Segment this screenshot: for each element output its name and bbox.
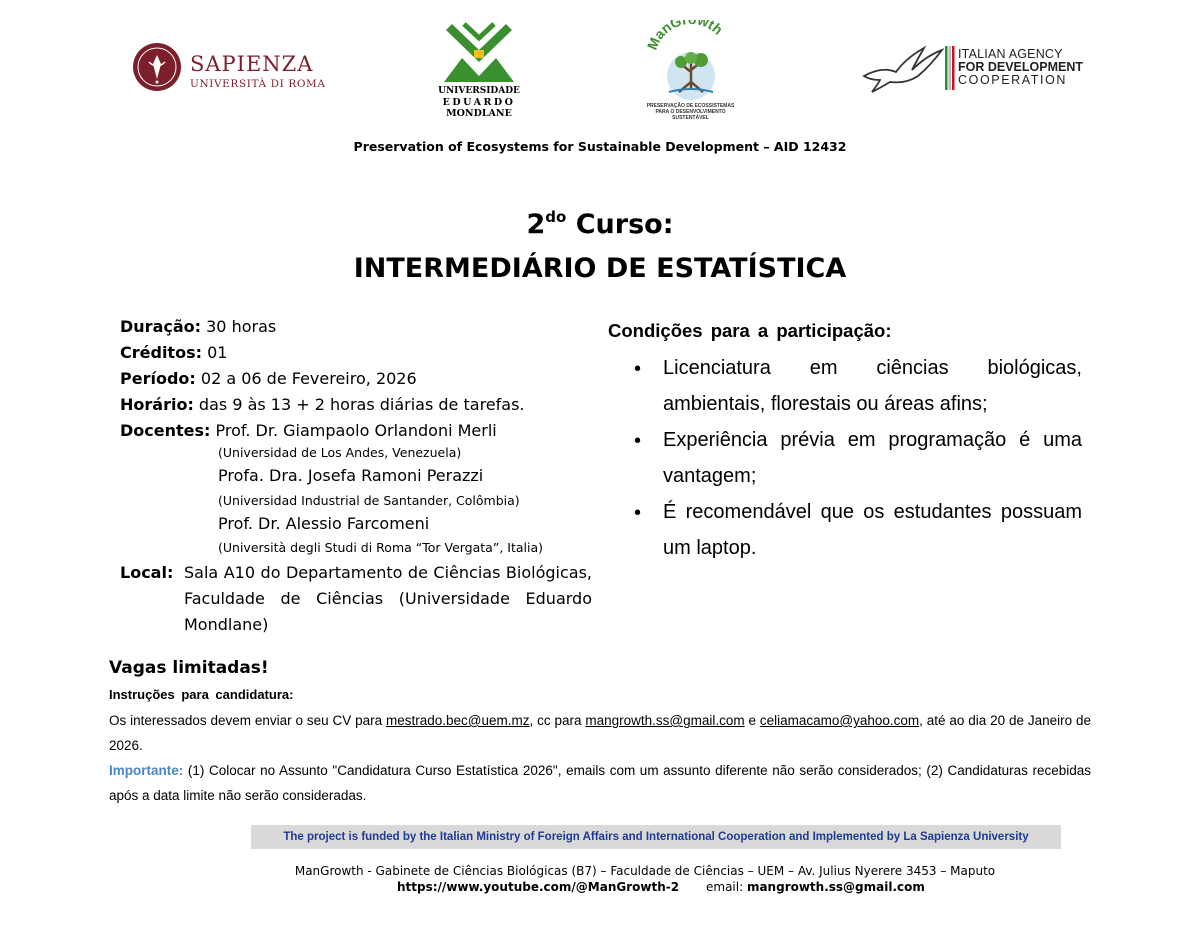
location-label: Local: (120, 563, 174, 582)
course-number: 2 (526, 209, 546, 240)
conditions-title: Condições para a participação: (608, 320, 892, 341)
instructions-text-a: Os interessados devem enviar o seu CV para (109, 713, 386, 728)
lecturer-affiliation-3: (Università degli Studi di Roma “Tor Vergata”, Italia) (218, 540, 543, 555)
uem-line3: MONDLANE (446, 108, 512, 119)
mangrowth-logo (643, 20, 738, 120)
mangrowth-caption-line1: PRESERVAÇÃO DE ECOSSISTEMAS (646, 103, 735, 109)
aics-line1: ITALIAN AGENCY (958, 47, 1063, 61)
course-subject: INTERMEDIÁRIO DE ESTATÍSTICA (353, 253, 847, 284)
footer-youtube-link[interactable]: https://www.youtube.com/@ManGrowth-2 (397, 880, 680, 894)
aics-line3: COOPERATION (958, 73, 1068, 87)
lecturer-affiliation-2: (Universidad Industrial de Santander, Colômbia) (218, 493, 520, 508)
schedule-label: Horário: (120, 395, 194, 414)
uem-emblem-icon (438, 20, 520, 86)
credits-value: 01 (201, 343, 228, 362)
period-label: Período: (120, 369, 196, 388)
bullet-icon: • (634, 502, 642, 524)
footer-address: ManGrowth - Gabinete de Ciências Biológicas (B7) – Faculdade de Ciências – UEM – Av. Julius Nyerere 3453 – Maputo (294, 864, 996, 878)
course-title (0, 208, 1200, 240)
sapienza-subtitle: UNIVERSITÀ DI ROMA (190, 78, 326, 90)
duration-label: Duração: (120, 317, 202, 336)
important-text: (1) Colocar no Assunto "Candidatura Curso Estatística 2026", emails com um assunto diferente não serão considerados; (2) Candidaturas recebidas após a data limite não serão consideradas. (109, 763, 1091, 803)
mangrowth-caption-line2: PARA O DESENVOLVIMENTO SUSTENTÁVEL (655, 109, 726, 121)
aics-line2: FOR DEVELOPMENT (958, 60, 1084, 74)
sapienza-seal-icon (132, 42, 182, 92)
email-link-mestrado[interactable]: mestrado.bec@uem.mz (385, 713, 530, 728)
dove-icon (862, 44, 957, 94)
credits-label: Créditos: (120, 343, 202, 362)
instructions-text-c: e (744, 713, 760, 728)
instructions-title: Instruções para candidatura: (109, 687, 294, 702)
uem-line2: EDUARDO (442, 97, 516, 108)
aics-text (958, 48, 1083, 87)
important-paragraph (109, 758, 1091, 808)
course-number-suffix: do (545, 208, 567, 226)
bullet-icon: • (634, 430, 642, 452)
project-line: Preservation of Ecosystems for Sustainable Development – AID 12432 (353, 139, 847, 154)
credits-line (120, 340, 227, 366)
location-value: Sala A10 do Departamento de Ciências Biológicas, Faculdade de Ciências (Universidade Eduardo Mondlane) (184, 563, 592, 634)
condition-item-1: Licenciatura em ciências biológicas, ambientais, florestais ou áreas afins; (663, 357, 1082, 415)
schedule-value: das 9 às 13 + 2 horas diárias de tarefas. (193, 395, 525, 414)
limited-places: Vagas limitadas! (109, 658, 269, 678)
mangrowth-tree-icon (643, 20, 738, 104)
course-word: Curso: (566, 209, 674, 240)
instructions-text-b: , cc para (529, 713, 586, 728)
schedule-line (120, 392, 525, 418)
duration-value: 30 horas (201, 317, 277, 336)
condition-item-2: Experiência prévia em programação é uma vantagem; (663, 429, 1082, 487)
instructions-text-d: , até ao dia 20 de Janeiro de 2026. (109, 713, 1091, 753)
instructions-paragraph (109, 708, 1091, 758)
email-link-mangrowth[interactable]: mangrowth.ss@gmail.com (585, 713, 745, 728)
email-link-celia[interactable]: celiamacamo@yahoo.com (759, 713, 920, 728)
important-label: Importante: (109, 763, 184, 778)
uem-logo (438, 20, 520, 122)
footer-email-label: email: (706, 880, 747, 894)
mangrowth-caption (643, 103, 738, 121)
aics-logo (862, 44, 1084, 94)
lecturer-name-1: Prof. Dr. Giampaolo Orlandoni Merli (210, 421, 497, 440)
lecturer-name-2: Profa. Dra. Josefa Ramoni Perazzi (218, 466, 484, 485)
footer-email (706, 880, 925, 894)
condition-item-3: É recomendável que os estudantes possuam um laptop. (663, 501, 1082, 559)
footer-email-address[interactable]: mangrowth.ss@gmail.com (746, 880, 925, 894)
svg-text:ManGrowth: ManG wth (643, 20, 727, 53)
lecturer-name-3: Prof. Dr. Alessio Farcomeni (218, 514, 430, 533)
duration-line (120, 314, 276, 340)
sapienza-name: SAPIENZA (190, 52, 314, 76)
lecturers-line (120, 418, 497, 444)
period-value: 02 a 06 de Fevereiro, 2026 (195, 369, 417, 388)
sapienza-logo (132, 42, 326, 98)
bullet-icon: • (634, 358, 642, 380)
funding-banner: The project is funded by the Italian Ministry of Foreign Affairs and International Cooperation and Implemented by La Sapienza University (251, 825, 1061, 849)
lecturer-affiliation-1: (Universidad de Los Andes, Venezuela) (218, 445, 462, 460)
uem-line1: UNIVERSIDADE (438, 86, 520, 96)
lecturers-label: Docentes: (120, 421, 211, 440)
period-line (120, 366, 417, 392)
